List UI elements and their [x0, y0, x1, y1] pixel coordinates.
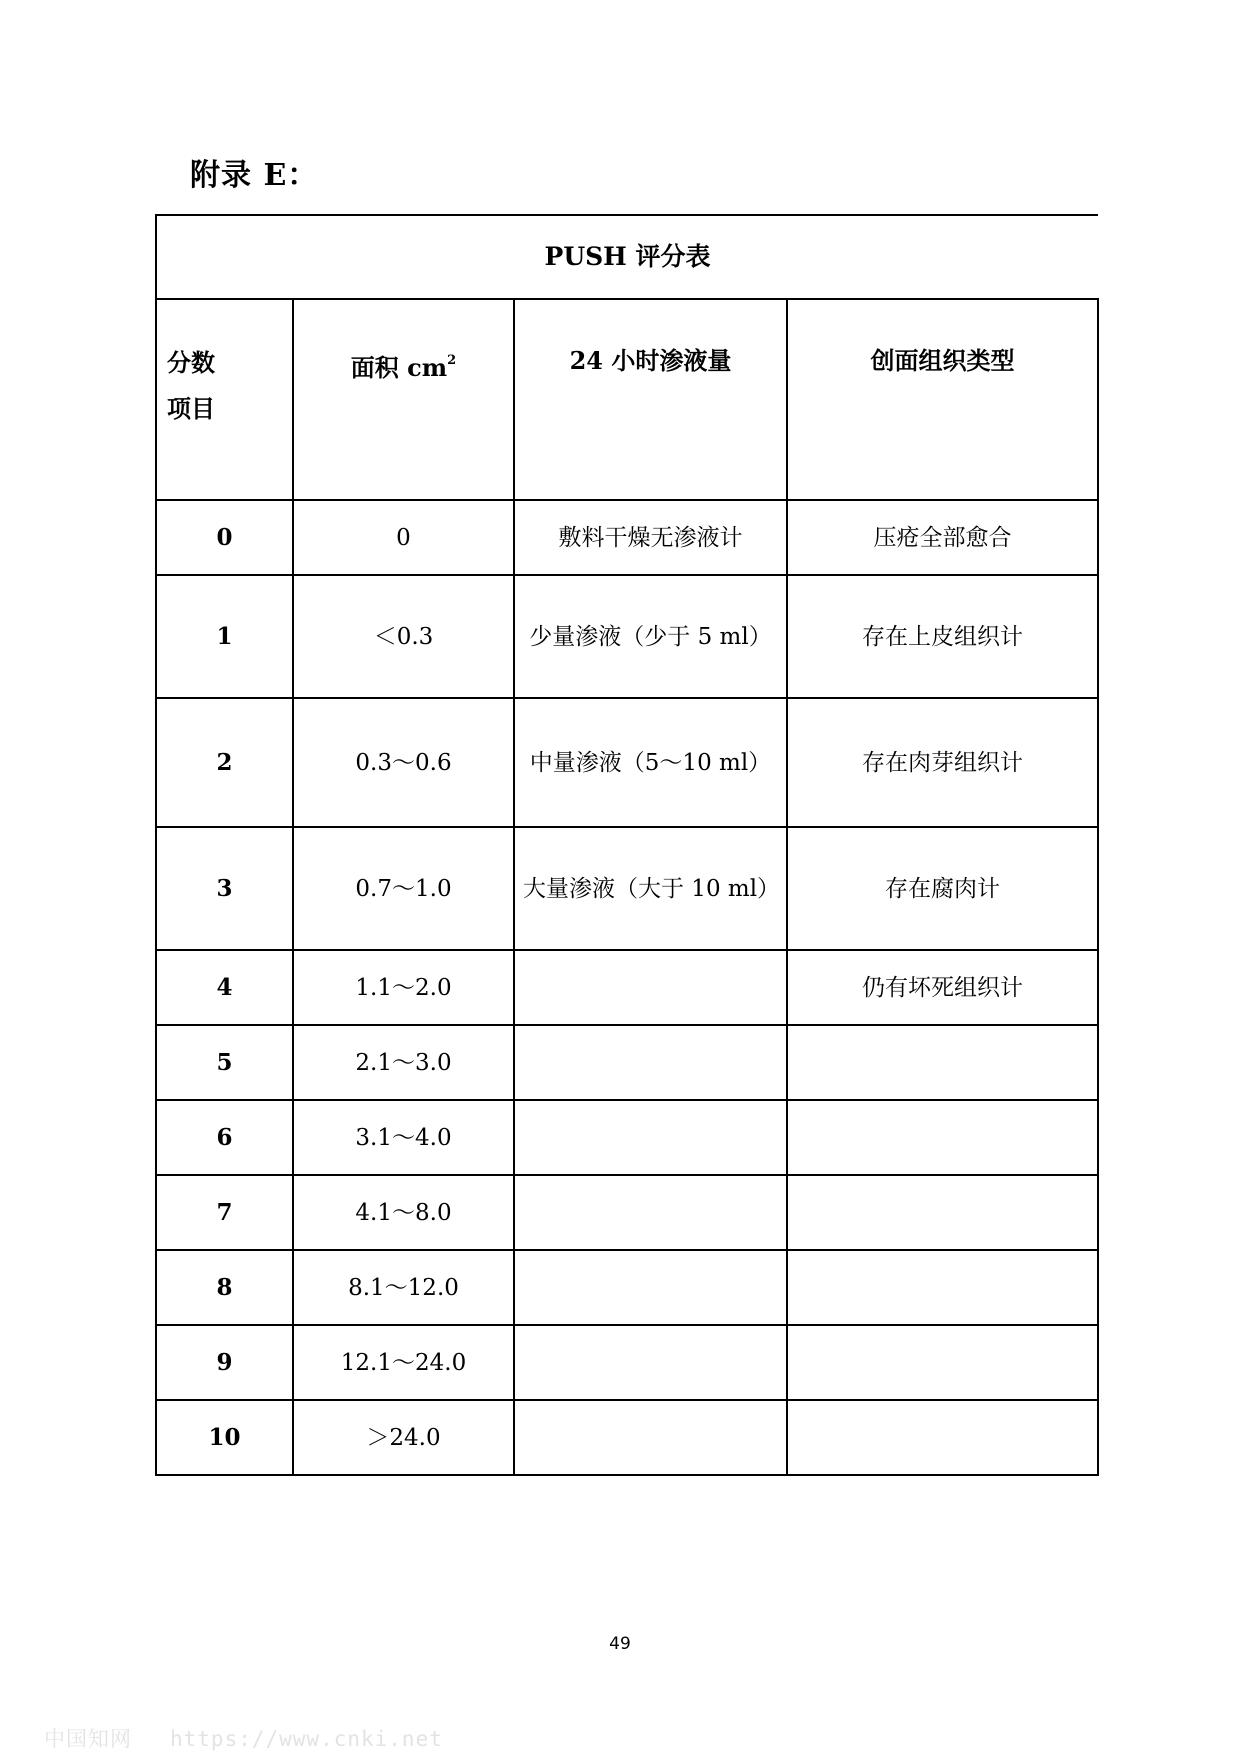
page-number: 49 [609, 1634, 631, 1654]
tissue-cell [787, 1325, 1098, 1400]
exudate-cell [514, 1025, 787, 1100]
area-cell: ＞24.0 [293, 1400, 514, 1475]
watermark-url: https://www.cnki.net [170, 1727, 443, 1751]
area-cell: ＜0.3 [293, 575, 514, 698]
score-cell: 10 [156, 1400, 293, 1475]
area-cell: 2.1～3.0 [293, 1025, 514, 1100]
push-score-table-container [155, 214, 1097, 1460]
score-cell: 5 [156, 1025, 293, 1100]
area-cell: 3.1～4.0 [293, 1100, 514, 1175]
score-cell: 3 [156, 827, 293, 950]
score-cell: 7 [156, 1175, 293, 1250]
header-area-label: 面积 cm [350, 353, 448, 382]
push-score-table [155, 214, 1099, 1476]
exudate-cell [514, 1100, 787, 1175]
exudate-cell [514, 1325, 787, 1400]
table-row [156, 1325, 1098, 1400]
area-cell: 0.7～1.0 [293, 827, 514, 950]
score-cell: 9 [156, 1325, 293, 1400]
table-row [156, 1175, 1098, 1250]
area-cell: 12.1～24.0 [293, 1325, 514, 1400]
area-cell: 8.1～12.0 [293, 1250, 514, 1325]
tissue-cell: 压疮全部愈合 [787, 500, 1098, 575]
exudate-cell [514, 950, 787, 1025]
header-score-item [156, 299, 293, 500]
area-cell: 0.3～0.6 [293, 698, 514, 827]
tissue-cell: 存在上皮组织计 [787, 575, 1098, 698]
area-cell: 0 [293, 500, 514, 575]
watermark-brand: 中国知网 [44, 1727, 132, 1751]
table-row [156, 575, 1098, 698]
exudate-cell: 大量渗液（大于 10 ml） [514, 827, 787, 950]
tissue-cell: 仍有坏死组织计 [787, 950, 1098, 1025]
exudate-cell [514, 1250, 787, 1325]
table-row [156, 1250, 1098, 1325]
header-tissue: 创面组织类型 [787, 299, 1098, 500]
header-area-superscript: 2 [447, 353, 457, 368]
tissue-cell [787, 1100, 1098, 1175]
table-header-row [156, 299, 1098, 500]
table-row [156, 1400, 1098, 1475]
table-row [156, 827, 1098, 950]
score-cell: 8 [156, 1250, 293, 1325]
header-item-label: 项目 [167, 394, 215, 423]
exudate-cell: 中量渗液（5～10 ml） [514, 698, 787, 827]
tissue-cell: 存在腐肉计 [787, 827, 1098, 950]
score-cell: 4 [156, 950, 293, 1025]
area-cell: 4.1～8.0 [293, 1175, 514, 1250]
table-row [156, 1025, 1098, 1100]
tissue-cell [787, 1175, 1098, 1250]
tissue-cell: 存在肉芽组织计 [787, 698, 1098, 827]
exudate-cell [514, 1175, 787, 1250]
table-row [156, 1100, 1098, 1175]
table-title-row [156, 215, 1098, 299]
tissue-cell [787, 1250, 1098, 1325]
header-score-label: 分数 [167, 348, 215, 377]
score-cell: 2 [156, 698, 293, 827]
header-exudate: 24 小时渗液量 [514, 299, 787, 500]
area-cell: 1.1～2.0 [293, 950, 514, 1025]
score-cell: 6 [156, 1100, 293, 1175]
score-cell: 1 [156, 575, 293, 698]
exudate-cell: 少量渗液（少于 5 ml） [514, 575, 787, 698]
watermark [44, 1723, 443, 1753]
score-cell: 0 [156, 500, 293, 575]
tissue-cell [787, 1025, 1098, 1100]
exudate-cell: 敷料干燥无渗液计 [514, 500, 787, 575]
header-area [293, 299, 514, 500]
table-title: PUSH 评分表 [156, 215, 1098, 299]
tissue-cell [787, 1400, 1098, 1475]
table-row [156, 500, 1098, 575]
exudate-cell [514, 1400, 787, 1475]
appendix-heading: 附录 E： [190, 158, 319, 193]
table-row [156, 698, 1098, 827]
table-row [156, 950, 1098, 1025]
